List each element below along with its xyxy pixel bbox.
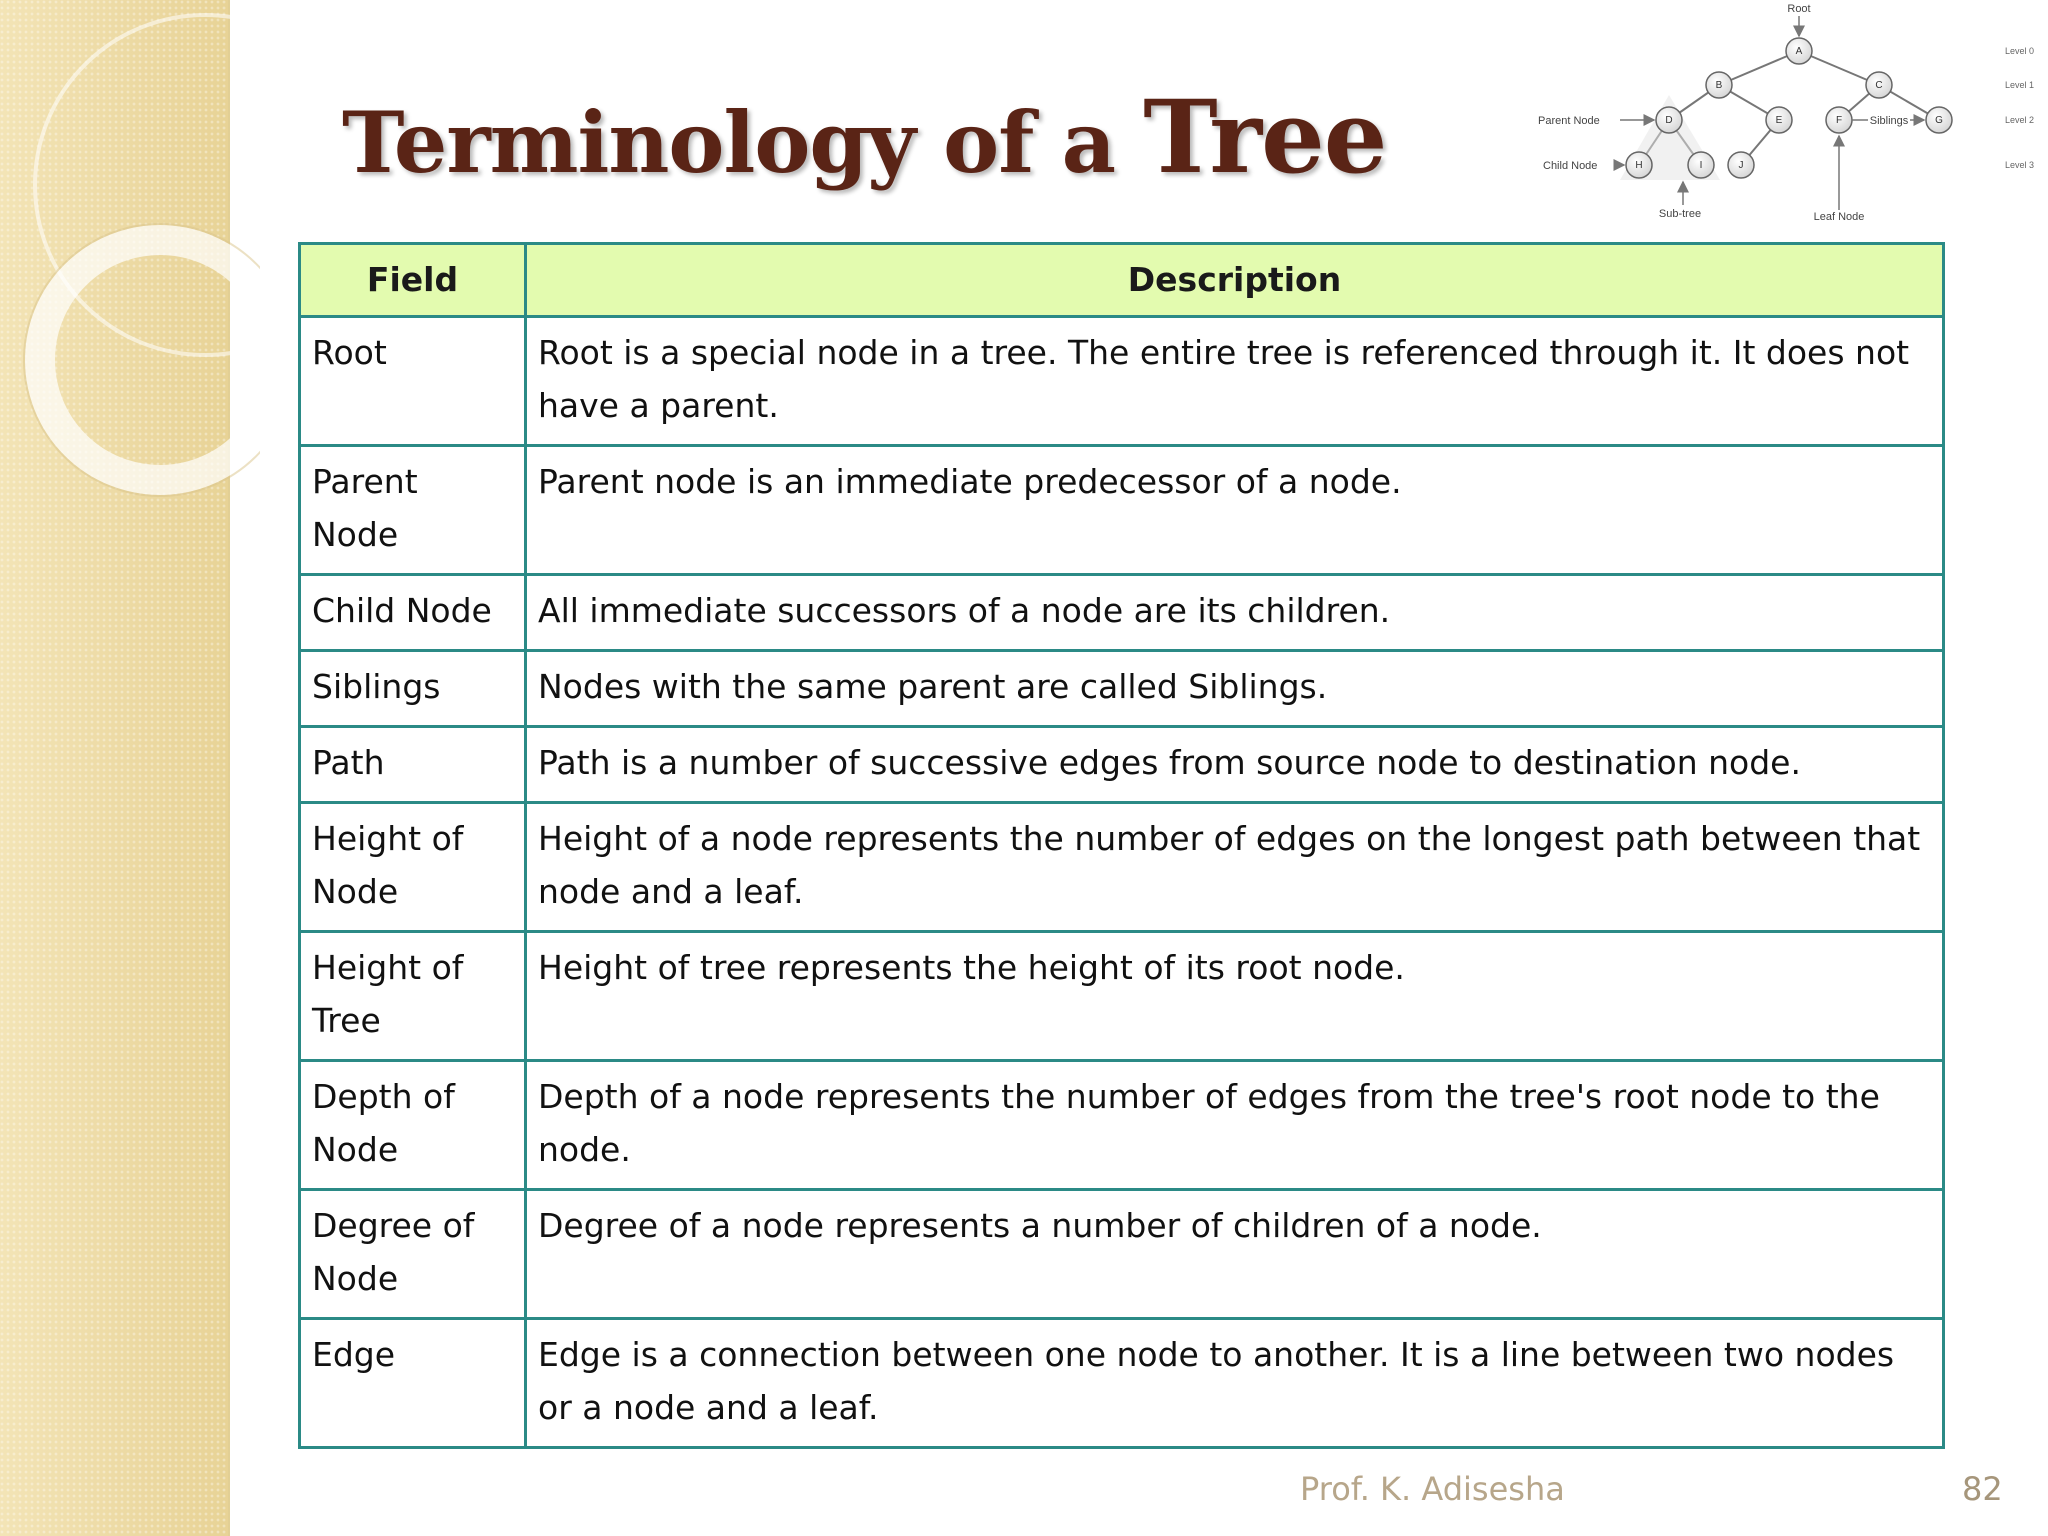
row-field: Siblings <box>300 651 526 727</box>
row-field: Child Node <box>300 575 526 651</box>
header-field: Field <box>300 244 526 317</box>
row-description: Root is a special node in a tree. The entire tree is referenced through it. It does not have a parent. <box>526 317 1944 446</box>
node-label-i: I <box>1699 160 1703 171</box>
table-row <box>300 1190 1944 1319</box>
footer-author: Prof. K. Adisesha <box>1300 1470 1565 1508</box>
diagram-level-1: Level 1 <box>2005 80 2035 90</box>
row-field: Height of Node <box>300 803 526 932</box>
row-description: Path is a number of successive edges from source node to destination node. <box>526 727 1944 803</box>
node-label-c: C <box>1875 80 1883 91</box>
page-number: 82 <box>1962 1470 2003 1508</box>
table-row <box>300 317 1944 446</box>
row-description: Nodes with the same parent are called Siblings. <box>526 651 1944 727</box>
diagram-parent-node-label: Parent Node <box>1538 115 1600 127</box>
row-field: Parent Node <box>300 446 526 575</box>
row-field: Degree of Node <box>300 1190 526 1319</box>
header-description: Description <box>526 244 1944 317</box>
table-header-row <box>300 244 1944 317</box>
diagram-leaf-node-label: Leaf Node <box>1813 211 1865 223</box>
row-field: Height of Tree <box>300 932 526 1061</box>
node-label-e: E <box>1775 115 1783 126</box>
decorative-rings-icon <box>0 0 260 520</box>
row-field: Edge <box>300 1319 526 1448</box>
row-description: All immediate successors of a node are its children. <box>526 575 1944 651</box>
slide-title <box>342 78 1442 196</box>
slide-title-part1: Terminology of a <box>342 93 1116 192</box>
table-row <box>300 1061 1944 1190</box>
row-description: Edge is a connection between one node to another. It is a line between two nodes or a node and a leaf. <box>526 1319 1944 1448</box>
node-label-g: G <box>1935 115 1943 126</box>
table-row <box>300 803 1944 932</box>
table-row <box>300 727 1944 803</box>
node-label-j: J <box>1738 160 1744 171</box>
diagram-level-3: Level 3 <box>2005 160 2035 170</box>
row-field: Path <box>300 727 526 803</box>
node-label-h: H <box>1635 160 1643 171</box>
node-label-b: B <box>1715 80 1723 91</box>
diagram-level-2: Level 2 <box>2005 115 2035 125</box>
row-description: Degree of a node represents a number of children of a node. <box>526 1190 1944 1319</box>
table-row <box>300 932 1944 1061</box>
row-description: Parent node is an immediate predecessor of a node. <box>526 446 1944 575</box>
diagram-child-node-label: Child Node <box>1543 160 1598 172</box>
row-description: Height of tree represents the height of its root node. <box>526 932 1944 1061</box>
diagram-subtree-label: Sub-tree <box>1658 208 1702 220</box>
row-description: Height of a node represents the number of edges on the longest path between that node and a leaf. <box>526 803 1944 932</box>
table-row <box>300 446 1944 575</box>
node-label-d: D <box>1665 115 1673 126</box>
table-row <box>300 575 1944 651</box>
node-label-f: F <box>1835 115 1843 126</box>
table-row <box>300 651 1944 727</box>
row-field: Root <box>300 317 526 446</box>
diagram-siblings-label: Siblings <box>1869 115 1909 127</box>
table-row <box>300 1319 1944 1448</box>
row-field: Depth of Node <box>300 1061 526 1190</box>
diagram-root-label: Root <box>1787 3 1811 15</box>
node-label-a: A <box>1795 46 1803 57</box>
tree-diagram <box>1500 0 2040 230</box>
row-description: Depth of a node represents the number of edges from the tree's root node to the node. <box>526 1061 1944 1190</box>
terminology-table <box>298 242 1945 1449</box>
slide-title-part2: Tree <box>1143 78 1387 196</box>
diagram-level-0: Level 0 <box>2005 46 2035 56</box>
